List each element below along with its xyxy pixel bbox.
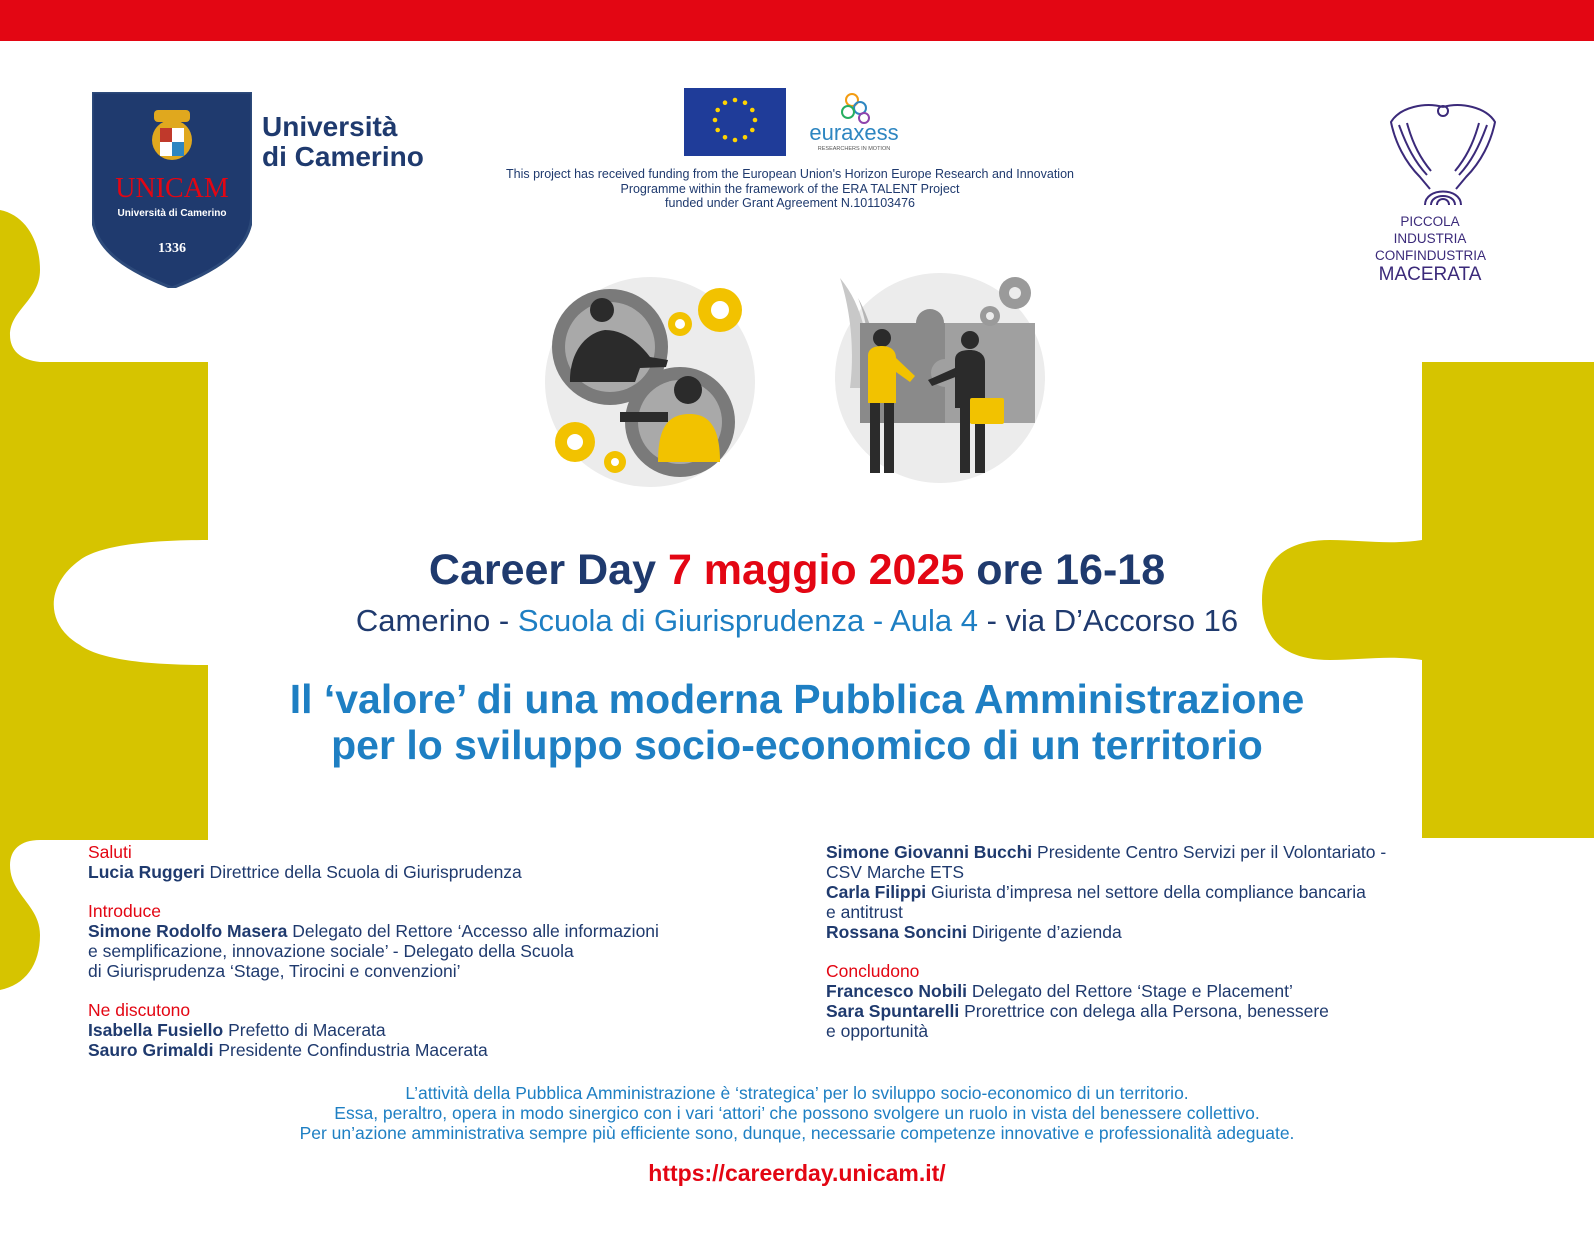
partner-line4: MACERATA <box>1378 264 1482 285</box>
event-time: ore 16-18 <box>976 546 1166 594</box>
speaker-role: Presidente Confindustria Macerata <box>213 1040 488 1060</box>
euraxess-tagline: RESEARCHERS IN MOTION <box>817 146 891 152</box>
puzzle-handshake-illustration <box>830 268 1055 493</box>
euraxess-logo <box>808 90 908 156</box>
program-right-column <box>826 842 1486 1041</box>
footer-line1: L’attività della Pubblica Amministrazione è ‘strategica’ per lo sviluppo socio-economico di un territorio. <box>405 1083 1189 1103</box>
speaker-name: Simone Giovanni Bucchi <box>826 842 1033 862</box>
partner-line3: CONFINDUSTRIA <box>1375 248 1486 263</box>
speaker-bucchi <box>826 842 1486 862</box>
concludono-label: Concludono <box>826 961 920 981</box>
eu-flag-icon <box>684 88 786 156</box>
speaker-role-continued: di Giurisprudenza ‘Stage, Tirocini e convenzioni’ <box>88 961 461 981</box>
speaker-name: Rossana Soncini <box>826 922 968 942</box>
speaker-name: Sara Spuntarelli <box>826 1001 960 1021</box>
funding-line2: Programme within the framework of the ERA TALENT Project <box>620 181 960 196</box>
speaker-role: Giurista d’impresa nel settore della compliance bancaria <box>926 882 1366 902</box>
event-headline <box>0 546 1594 595</box>
footer-line2: Essa, peraltro, opera in modo sinergico con i vari ‘attori’ che possono svolgere un ruolo in vista del benessere collettivo. <box>334 1103 1260 1123</box>
university-name-line1: Università <box>262 111 398 142</box>
event-location <box>0 603 1594 639</box>
euraxess-label: euraxess <box>809 120 899 145</box>
speaker-role: Prorettrice con delega alla Persona, benessere <box>959 1001 1329 1021</box>
speaker-role-continued: e opportunità <box>826 1021 929 1041</box>
event-city: Camerino - <box>355 603 518 638</box>
speaker-role: Prefetto di Macerata <box>223 1020 386 1040</box>
speaker-role: Delegato del Rettore ‘Stage e Placement’ <box>967 981 1293 1001</box>
introduce-label: Introduce <box>88 901 161 921</box>
speaker-role-continued: CSV Marche ETS <box>826 862 965 882</box>
crest-name: UNICAM <box>115 173 229 204</box>
speaker-spuntarelli <box>826 1001 1486 1021</box>
speaker-grimaldi <box>88 1040 768 1060</box>
event-title <box>0 676 1594 768</box>
crest-year: 1336 <box>158 241 186 256</box>
confindustria-eagle-logo <box>1385 97 1501 207</box>
saluti-label: Saluti <box>88 842 132 862</box>
speaker-fusiello <box>88 1020 768 1040</box>
event-name: Career Day <box>428 546 656 594</box>
speaker-name: Isabella Fusiello <box>88 1020 224 1040</box>
teamwork-gears-illustration <box>540 272 770 497</box>
event-date: 7 maggio 2025 <box>667 546 965 594</box>
partner-name <box>1375 213 1485 286</box>
event-title-line2: per lo sviluppo socio-economico di un territorio <box>331 722 1263 768</box>
event-address: - via D’Accorso 16 <box>977 603 1239 638</box>
university-name-line2: di Camerino <box>262 141 424 172</box>
speaker-nobili <box>826 981 1486 1001</box>
event-website-link[interactable]: https://careerday.unicam.it/ <box>648 1160 946 1186</box>
funding-statement <box>450 167 1130 211</box>
speaker-ruggeri <box>88 862 768 882</box>
speaker-masera <box>88 921 768 941</box>
speaker-role: Delegato del Rettore ‘Accesso alle informazioni <box>287 921 659 941</box>
footer-line3: Per un’azione amministrativa sempre più efficiente sono, dunque, necessarie competenze innovative e professionalità adeguate. <box>299 1123 1295 1143</box>
speaker-name: Simone Rodolfo Masera <box>88 921 288 941</box>
funding-line1: This project has received funding from the European Union's Horizon Europe Research and Innovation <box>506 167 1074 181</box>
speaker-role-continued: e antitrust <box>826 902 903 922</box>
event-venue: Scuola di Giurisprudenza - Aula 4 <box>517 603 978 638</box>
program-left-column <box>88 842 768 1060</box>
event-title-line1: Il ‘valore’ di una moderna Pubblica Amministrazione <box>289 676 1305 722</box>
speaker-name: Francesco Nobili <box>826 981 968 1001</box>
speaker-name: Lucia Ruggeri <box>88 862 205 882</box>
unicam-crest-logo <box>92 92 252 288</box>
footer-description <box>0 1083 1594 1143</box>
partner-line1: PICCOLA <box>1400 214 1460 229</box>
speaker-filippi <box>826 882 1486 902</box>
partner-line2: INDUSTRIA <box>1393 231 1467 246</box>
speaker-role-continued: e semplificazione, innovazione sociale’ - Delegato della Scuola <box>88 941 574 961</box>
speaker-role: Dirigente d’azienda <box>967 922 1122 942</box>
speaker-role: Presidente Centro Servizi per il Volontariato - <box>1032 842 1387 862</box>
speaker-soncini <box>826 922 1486 942</box>
speaker-name: Carla Filippi <box>826 882 927 902</box>
crest-subtitle: Università di Camerino <box>117 208 227 219</box>
speaker-role: Direttrice della Scuola di Giurisprudenza <box>204 862 522 882</box>
university-name <box>262 112 424 172</box>
speaker-name: Sauro Grimaldi <box>88 1040 214 1060</box>
funding-line3: funded under Grant Agreement N.101103476 <box>665 196 915 210</box>
discutono-label: Ne discutono <box>88 1000 191 1020</box>
